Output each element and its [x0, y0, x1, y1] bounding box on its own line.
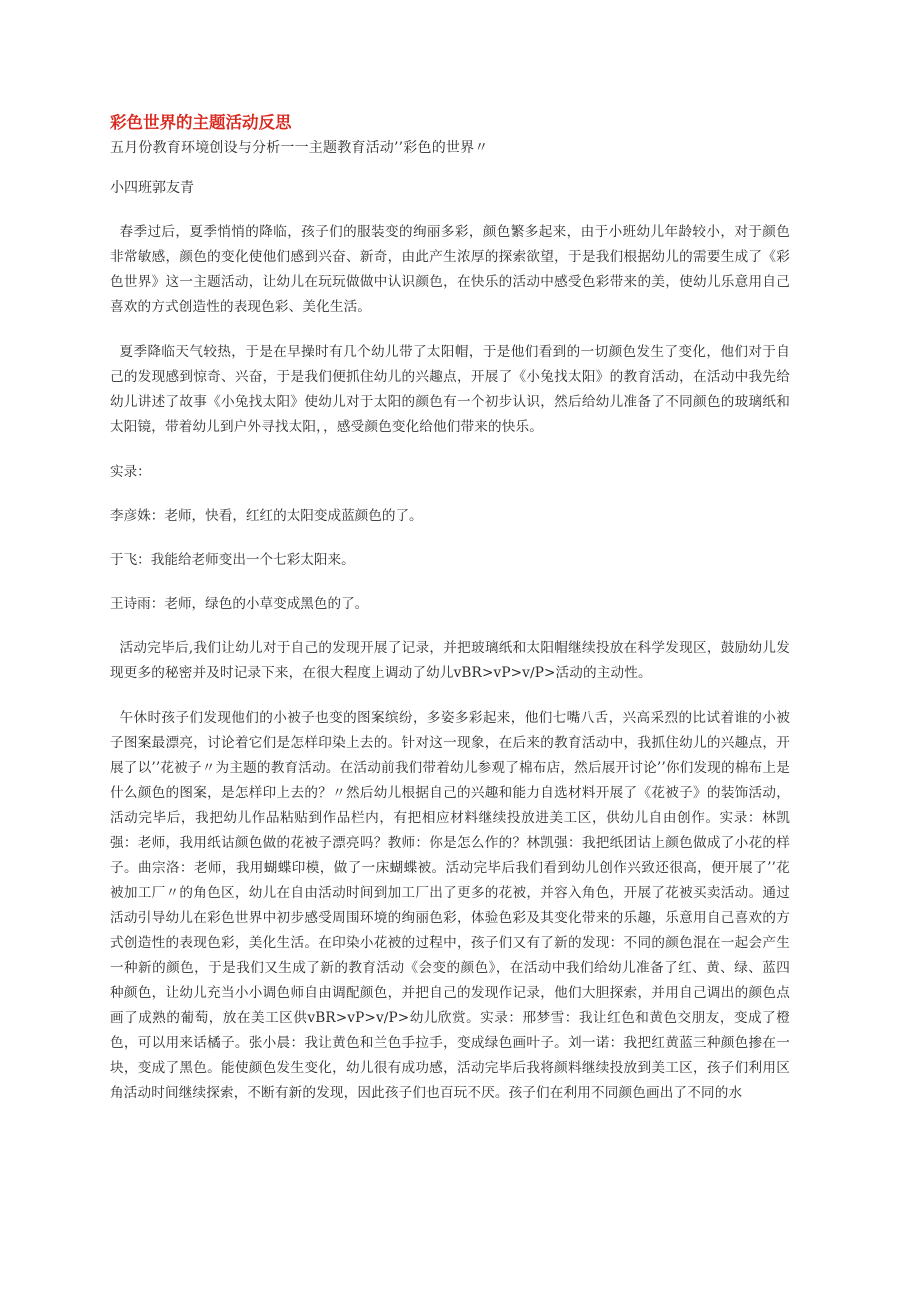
paragraph-sun-hat: 夏季降临天气较热，于是在早操时有几个幼儿带了太阳帽，于是他们看到的一切颜色发生了变化，他们对于自己的发现感到惊奇、兴奋，于是我们便抓住幼儿的兴趣点，开展了《小兔找太阳》的教育活动，在活动中我先给幼儿讲述了故事《小兔找太阳》使幼儿对于太阳的颜色有一个初步认识，然后给幼儿准备了不同颜色的玻璃纸和太阳镜，带着幼儿到户外寻找太阳，，感受颜色变化给他们带来的快乐。 — [110, 344, 790, 435]
quote-line: 李彦姝：老师，快看，红红的太阳变成蓝颜色的了。 — [110, 508, 423, 524]
paragraph-quilt-activity: 午休时孩子们发现他们的小被子也变的图案缤纷，多姿多彩起来，他们七嘴八舌，兴高采烈的比试着谁的小被子图案最漂亮，讨论着它们是怎样印染上去的。针对这一现象，在后来的教育活动中，我抓住幼儿的兴趣点，开展了以’’花被子〃为主题的教育活动。在活动前我们带着幼儿参观了棉布店，然后展开讨论’’你们发现的棉布上是什么颜色的图案，是怎样印上去的？〃然后幼儿根据自己的兴趣和能力自选材料开展了《花被子》的装饰活动，活动完毕后，我把幼儿作品粘贴到作品栏内，有把相应材料继续投放进美工区，供幼儿自由创作。实录：林凯强：老师，我用纸诂颜色做的花被子漂亮吗？教师：你是怎么作的？林凯强：我把纸团诂上颜色做成了小花的样子。曲宗洛：老师，我用蝴蝶印模，做了一床蝴蝶被。活动完毕后我们看到幼儿创作兴致还很高，便开展了’’花被加工厂〃的角色区，幼儿在自由活动时间到加工厂出了更多的花被，并容入角色，开展了花被买卖活动。通过活动引导幼儿在彩色世界中初步感受周围环境的绚丽色彩，体验色彩及其变化带来的乐趣，乐意用自己喜欢的方式创造性的表现色彩，美化生活。在印染小花被的过程中，孩子们又有了新的发现：不同的颜色混在一起会产生一种新的颜色，于是我们又生成了新的教育活动《会变的颜色》，在活动中我们给幼儿准备了红、黄、绿、蓝四种颜色，让幼儿充当小小调色师自由调配颜色，并把自己的发现作记录，他们大胆探索，并用自己调出的颜色点画了成熟的葡萄，放在美工区供vBR>vP>v∕P>幼儿欣赏。实录：邢梦雪：我让红色和黄色交朋友，变成了橙色，可以用来话橘子。张小晨：我让黄色和兰色手拉手，变成绿色画叶子。刘一诺：我把红黄蓝三种颜色掺在一块，变成了黑色。能使颜色发生变化，幼儿很有成功感，活动完毕后我将颜料继续投放到美工区，孩子们利用区角活动时间继续探索，不断有新的发现，因此孩子们也百玩不厌。孩子们在利用不同颜色画出了不同的水 — [110, 710, 790, 1101]
document-title: 彩色世界的主题活动反思 — [110, 113, 292, 132]
paragraph-recording: 活动完毕后,我们让幼儿对于自己的发现开展了记录，并把玻璃纸和太阳帽继续投放在科学发现区，鼓励幼儿发现更多的秘密并及时记录下来，在很大程度上调动了幼儿vBR>vP>v∕P>活动的主动性。 — [110, 640, 790, 681]
document-page — [110, 110, 790, 1106]
paragraph-intro: 春季过后，夏季悄悄的降临，孩子们的服装变的绚丽多彩，颜色繁多起来，由于小班幼儿年龄较小，对于颜色非常敏感，颜色的变化使他们感到兴奋、新奇，由此产生浓厚的探索欲望，于是我们根据幼儿的需要生成了《彩色世界》这一主题活动，让幼儿在玩玩做做中认识颜色，在快乐的活动中感受色彩带来的美，使幼儿乐意用自己喜欢的方式创造性的表现色彩、美化生活。 — [110, 224, 790, 315]
record-label: 实录： — [110, 464, 151, 480]
quote-line: 于飞：我能给老师变出一个七彩太阳来。 — [110, 552, 355, 568]
document-subtitle: 五月份教育环境创设与分析一一主题教育活动’’彩色的世界〃 — [110, 140, 489, 156]
author-line: 小四班郭友青 — [110, 180, 194, 196]
quote-line: 王诗雨：老师，绿色的小草变成黑色的了。 — [110, 596, 369, 612]
